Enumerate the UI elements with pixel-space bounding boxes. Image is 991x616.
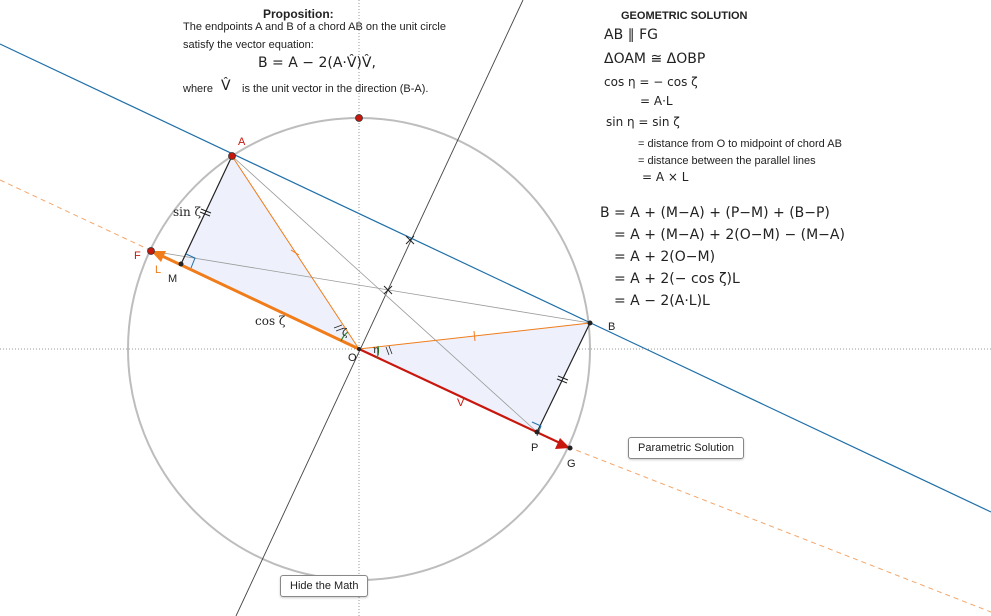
- chord-line-ab[interactable]: [0, 44, 991, 512]
- geo-line-cross: = A × L: [642, 170, 689, 184]
- geometric-solution-title: GEOMETRIC SOLUTION: [621, 10, 748, 22]
- point-g: [568, 446, 573, 451]
- geo-line-distance-parallel: = distance between the parallel lines: [638, 155, 816, 167]
- point-b: [588, 321, 593, 326]
- proposition-where-symbol: V̂: [221, 78, 231, 94]
- proposition-title: Proposition:: [263, 7, 334, 21]
- parametric-solution-button[interactable]: Parametric Solution: [628, 437, 744, 459]
- geo-line-distance-midpoint: = distance from O to midpoint of chord AB: [638, 138, 842, 150]
- point-a[interactable]: [229, 153, 236, 160]
- point-top[interactable]: [356, 115, 363, 122]
- geo-line-cos-eta: cos η = − cos ζ: [604, 75, 698, 89]
- proposition-line-2: satisfy the vector equation:: [183, 39, 314, 51]
- label-v: V: [457, 397, 465, 409]
- derivation-line-1: B = A + (M−A) + (P−M) + (B−P): [600, 205, 830, 221]
- label-sin-zeta: sin ζ: [173, 205, 202, 219]
- label-cos-zeta: cos ζ: [255, 314, 286, 328]
- point-f[interactable]: [148, 248, 155, 255]
- label-f: F: [134, 250, 141, 262]
- label-eta: η: [373, 345, 379, 356]
- derivation-line-3: = A + 2(O−M): [614, 249, 716, 265]
- proposition-where-suffix: is the unit vector in the direction (B-A).: [242, 83, 429, 95]
- point-m: [179, 262, 184, 267]
- geo-line-sin-eta: sin η = sin ζ: [606, 115, 680, 129]
- segment-f-b: [151, 251, 590, 323]
- parallel-line-fg-dashed-upper: [0, 180, 152, 251]
- point-o: [357, 347, 361, 351]
- proposition-where: where: [183, 83, 213, 95]
- derivation-line-2: = A + (M−A) + 2(O−M) − (M−A): [614, 227, 845, 243]
- geo-line-congruent: ΔOAM ≅ ΔOBP: [604, 51, 706, 67]
- derivation-line-4: = A + 2(− cos ζ)L: [614, 271, 740, 287]
- geo-line-parallel: AB ∥ FG: [604, 27, 658, 43]
- label-g: G: [567, 458, 576, 470]
- point-p: [535, 430, 540, 435]
- derivation-line-5: = A − 2(A·L)L: [614, 293, 710, 309]
- label-zeta: ζ: [342, 328, 348, 339]
- label-m: M: [168, 273, 178, 285]
- proposition-equation: B = A − 2(A·V̂)V̂,: [258, 55, 376, 71]
- hide-math-button[interactable]: Hide the Math: [280, 575, 368, 597]
- parallel-line-fg-dashed-lower: [568, 447, 991, 612]
- label-p: P: [531, 442, 539, 454]
- proposition-line-1: The endpoints A and B of a chord AB on the unit circle: [183, 21, 446, 33]
- geo-line-dot: = A·L: [640, 94, 673, 108]
- label-b: B: [608, 321, 616, 333]
- label-a: A: [238, 136, 246, 148]
- label-l: L: [155, 264, 162, 276]
- label-o: O: [348, 352, 357, 364]
